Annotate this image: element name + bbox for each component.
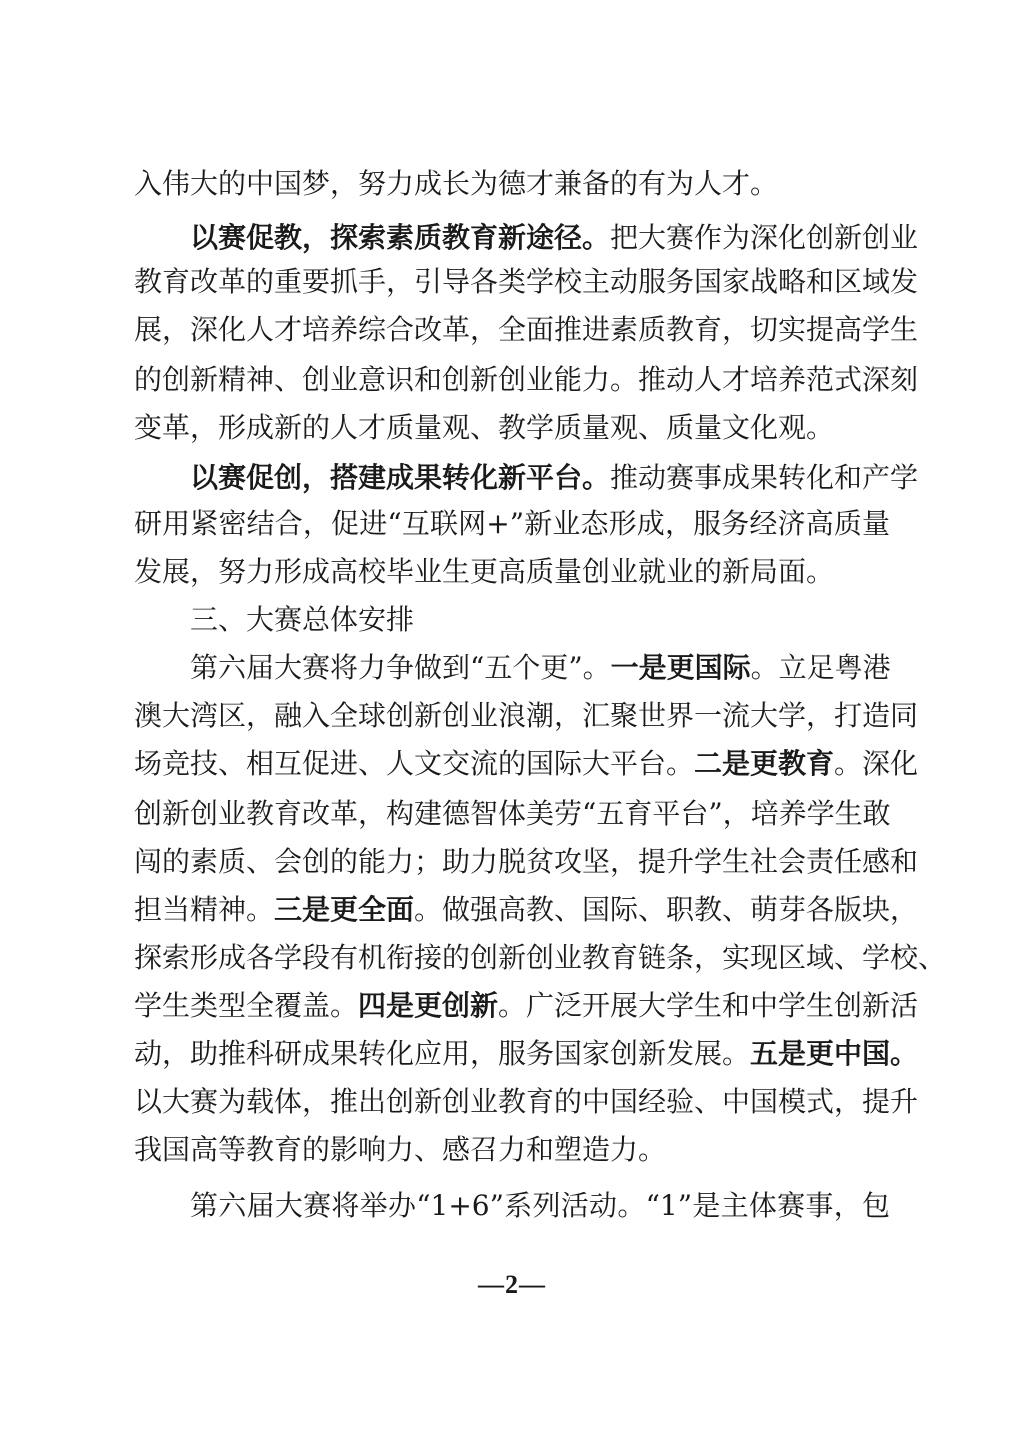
paragraph-line: 以大赛为载体，推出创新创业教育的中国经验、中国模式，提升 bbox=[134, 1085, 919, 1118]
paragraph-line: 闯的素质、会创的能力；助力脱贫攻坚，提升学生社会责任感和 bbox=[134, 845, 919, 878]
paragraph-line: 变革，形成新的人才质量观、教学质量观、质量文化观。 bbox=[134, 411, 835, 444]
paragraph-line: 担当精神。三是更全面。做强高教、国际、职教、萌芽各版块， bbox=[134, 893, 919, 926]
paragraph-line: 第六届大赛将力争做到“五个更”。一是更国际。立足粤港 bbox=[190, 651, 891, 684]
paragraph-line: 的创新精神、创业意识和创新创业能力。推动人才培养范式深刻 bbox=[134, 363, 919, 396]
paragraph-line: 教育改革的重要抓手，引导各类学校主动服务国家战略和区域发 bbox=[134, 265, 919, 298]
page-number: —2— bbox=[478, 1270, 546, 1299]
bold-phrase: 一是更国际 bbox=[610, 651, 751, 684]
paragraph-line: 第六届大赛将举办“1+6”系列活动。“1”是主体赛事，包 bbox=[190, 1189, 890, 1222]
bold-heading: 以赛促教，探索素质教育新途径。 bbox=[190, 221, 611, 254]
bold-heading: 以赛促创，搭建成果转化新平台。 bbox=[190, 461, 611, 494]
paragraph-line: 学生类型全覆盖。四是更创新。广泛开展大学生和中学生创新活 bbox=[134, 989, 919, 1022]
paragraph-line: 以赛促创，搭建成果转化新平台。推动赛事成果转化和产学 bbox=[190, 461, 919, 494]
paragraph-line: 研用紧密结合，促进“互联网+”新业态形成，服务经济高质量 bbox=[134, 507, 890, 540]
paragraph-line: 场竞技、相互促进、人文交流的国际大平台。二是更教育。深化 bbox=[134, 747, 919, 780]
bold-phrase: 五是更中国 bbox=[750, 1037, 891, 1070]
paragraph-line: 发展，努力形成高校毕业生更高质量创业就业的新局面。 bbox=[134, 555, 835, 588]
paragraph-line: 动，助推科研成果转化应用，服务国家创新发展。五是更中国。 bbox=[134, 1037, 919, 1070]
paragraph-line: 创新创业教育改革，构建德智体美劳“五育平台”，培养学生敢 bbox=[134, 797, 891, 830]
paragraph-line: 我国高等教育的影响力、感召力和塑造力。 bbox=[134, 1133, 667, 1166]
paragraph-line: 以赛促教，探索素质教育新途径。把大赛作为深化创新创业 bbox=[190, 221, 919, 254]
paragraph-line: 入伟大的中国梦，努力成长为德才兼备的有为人才。 bbox=[134, 167, 779, 200]
bold-phrase: 二是更教育 bbox=[694, 747, 835, 780]
paragraph-line: 探索形成各学段有机衔接的创新创业教育链条，实现区域、学校、 bbox=[134, 941, 947, 974]
paragraph-line: 展，深化人才培养综合改革，全面推进素质教育，切实提高学生 bbox=[134, 313, 919, 346]
bold-phrase: 四是更创新 bbox=[358, 989, 499, 1022]
bold-phrase: 三是更全面 bbox=[274, 893, 415, 926]
paragraph-line: 澳大湾区，融入全球创新创业浪潮，汇聚世界一流大学，打造同 bbox=[134, 699, 919, 732]
section-heading: 三、大赛总体安排 bbox=[190, 603, 415, 636]
